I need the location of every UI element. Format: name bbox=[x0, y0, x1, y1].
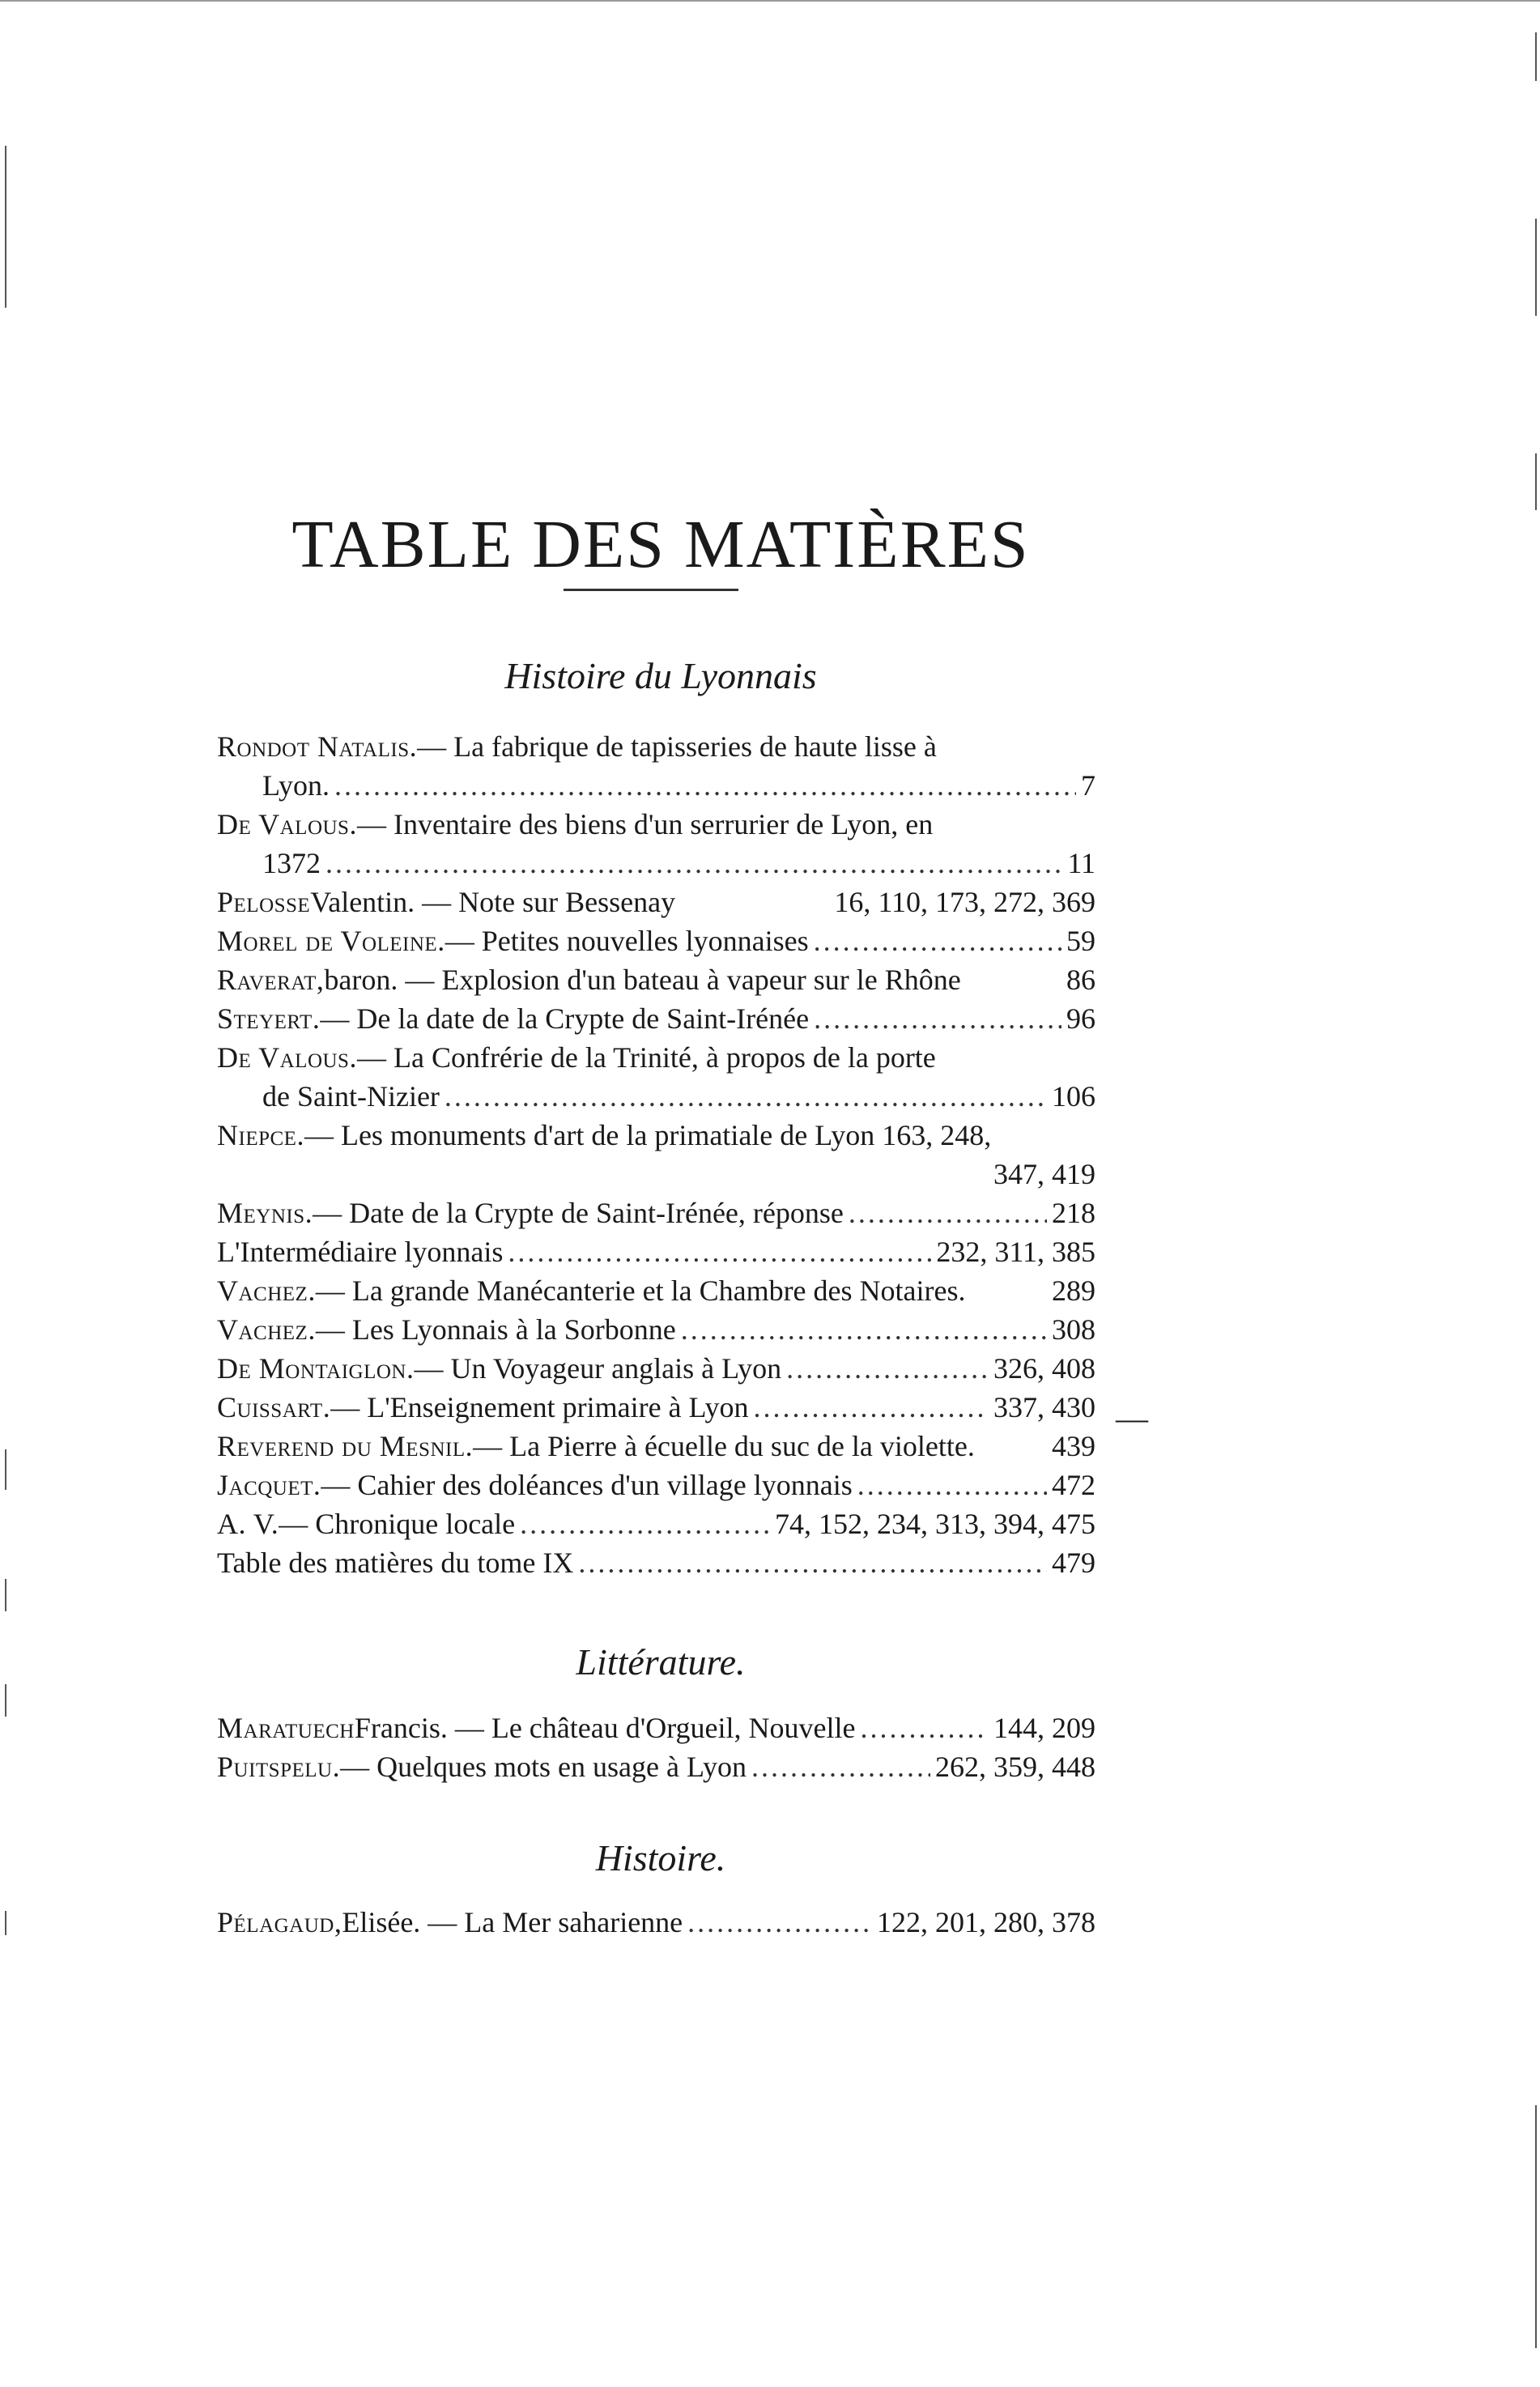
entry-pages: 59 bbox=[1066, 925, 1095, 957]
entry-pages: 232, 311, 385 bbox=[936, 1236, 1095, 1268]
entry-pages: 218 bbox=[1052, 1197, 1095, 1229]
entry-title: — Un Voyageur anglais à Lyon bbox=[414, 1352, 782, 1385]
entry-title: — Quelques mots en usage à Lyon bbox=[340, 1751, 747, 1783]
entry-pages: 96 bbox=[1066, 1002, 1095, 1035]
entry-pages: 337, 430 bbox=[993, 1391, 1095, 1423]
entry-title: — Petites nouvelles lyonnaises bbox=[445, 925, 809, 957]
scan-margin-mark bbox=[5, 1684, 6, 1717]
dot-leader bbox=[445, 1077, 1047, 1116]
entry-title: 1372 bbox=[262, 847, 321, 879]
scan-margin-mark bbox=[1535, 453, 1537, 510]
entry-title: — La Confrérie de la Trinité, à propos de la porte bbox=[356, 1041, 936, 1074]
section-heading-histoire-du-lyonnais: Histoire du Lyonnais bbox=[504, 655, 817, 696]
entry-pages: 16, 110, 173, 272, 369 bbox=[834, 886, 1095, 918]
entry-title: Table des matières du tome IX bbox=[217, 1547, 574, 1579]
entry-title: Elisée. — La Mer saharienne bbox=[342, 1906, 683, 1938]
entry-author: Morel de Voleine. bbox=[217, 925, 445, 957]
entry-author: De Valous. bbox=[217, 1041, 357, 1074]
entry-author: De Montaiglon. bbox=[217, 1352, 415, 1385]
toc-entry bbox=[217, 1310, 1095, 1349]
entry-author: Raverat, bbox=[217, 964, 325, 996]
entry-pages: 262, 359, 448 bbox=[935, 1751, 1095, 1783]
entry-title: — Les monuments d'art de la primatiale de Lyon 163, 248, bbox=[304, 1119, 992, 1151]
toc-entry bbox=[217, 1194, 1095, 1232]
toc-entry bbox=[217, 1038, 1095, 1116]
page-title: TABLE DES MATIÈRES bbox=[291, 507, 1030, 583]
page-top-edge bbox=[0, 0, 1540, 2]
scan-margin-mark bbox=[5, 1579, 6, 1611]
entry-pages: 439 bbox=[1052, 1430, 1095, 1462]
scan-margin-mark bbox=[5, 1449, 6, 1490]
dot-leader bbox=[861, 1708, 989, 1747]
dot-leader bbox=[849, 1194, 1047, 1232]
entry-author: Puitspelu. bbox=[217, 1751, 341, 1783]
toc-entry bbox=[217, 921, 1095, 960]
entry-pages: 122, 201, 280, 378 bbox=[877, 1906, 1095, 1938]
scan-margin-mark bbox=[1535, 32, 1537, 81]
toc-entry bbox=[217, 1708, 1095, 1747]
toc-list-histoire-du-lyonnais bbox=[217, 727, 1095, 1582]
dot-leader bbox=[687, 1903, 872, 1942]
toc-entry bbox=[217, 1747, 1095, 1786]
scan-margin-mark bbox=[1535, 219, 1537, 316]
entry-title: L'Intermédiaire lyonnais bbox=[217, 1236, 504, 1268]
entry-pages: 347, 419 bbox=[993, 1158, 1095, 1190]
entry-pages: 74, 152, 234, 313, 394, 475 bbox=[775, 1508, 1095, 1540]
entry-title: — L'Enseignement primaire à Lyon bbox=[330, 1391, 749, 1423]
scan-margin-mark bbox=[5, 146, 6, 308]
toc-list-histoire bbox=[217, 1903, 1095, 1942]
entry-author: Steyert. bbox=[217, 1002, 321, 1035]
toc-entry bbox=[217, 1388, 1095, 1427]
toc-entry bbox=[217, 1903, 1095, 1942]
dot-leader bbox=[578, 1543, 1047, 1582]
entry-author: Vachez. bbox=[217, 1313, 316, 1346]
entry-author: Pelosse bbox=[217, 886, 311, 918]
dot-leader bbox=[814, 921, 1061, 960]
toc-entry bbox=[217, 1116, 1095, 1194]
entry-author: De Valous. bbox=[217, 808, 357, 840]
scan-margin-mark bbox=[1535, 2105, 1537, 2348]
toc-entry bbox=[217, 1232, 1095, 1271]
dot-leader bbox=[754, 1388, 989, 1427]
toc-entry bbox=[217, 999, 1095, 1038]
section-heading-histoire: Histoire. bbox=[595, 1837, 726, 1879]
entry-pages: 11 bbox=[1067, 847, 1095, 879]
entry-author: Niepce. bbox=[217, 1119, 304, 1151]
entry-pages: 326, 408 bbox=[993, 1352, 1095, 1385]
entry-pages: 86 bbox=[1066, 964, 1095, 996]
scan-margin-mark bbox=[5, 1911, 6, 1935]
entry-title: — Chronique locale bbox=[279, 1508, 516, 1540]
entry-pages: 308 bbox=[1052, 1313, 1095, 1346]
margin-dash-mark: — bbox=[1116, 1400, 1148, 1436]
toc-entry bbox=[217, 1349, 1095, 1388]
entry-pages: 479 bbox=[1052, 1547, 1095, 1579]
dot-leader bbox=[681, 1310, 1047, 1349]
toc-list-litterature bbox=[217, 1708, 1095, 1786]
dot-leader bbox=[508, 1232, 931, 1271]
entry-title: — La grande Manécanterie et la Chambre des Notaires. bbox=[315, 1274, 966, 1307]
toc-entry bbox=[217, 727, 1095, 805]
entry-title: — Cahier des doléances d'un village lyonnais bbox=[321, 1469, 853, 1501]
dot-leader bbox=[751, 1747, 930, 1786]
toc-entry bbox=[217, 883, 1095, 921]
entry-title: — La Pierre à écuelle du suc de la violette. bbox=[473, 1430, 975, 1462]
dot-leader bbox=[334, 766, 1076, 805]
entry-title: — Date de la Crypte de Saint-Irénée, réponse bbox=[313, 1197, 844, 1229]
section-heading-litterature: Littérature. bbox=[576, 1641, 746, 1683]
dot-leader bbox=[520, 1504, 770, 1543]
toc-entry bbox=[217, 1466, 1095, 1504]
entry-pages: 7 bbox=[1081, 769, 1095, 802]
dot-leader bbox=[857, 1466, 1047, 1504]
entry-author: Cuissart. bbox=[217, 1391, 331, 1423]
entry-author: Reverend du Mesnil. bbox=[217, 1430, 474, 1462]
toc-entry bbox=[217, 1271, 1095, 1310]
toc-entry bbox=[217, 805, 1095, 883]
entry-pages: 289 bbox=[1052, 1274, 1095, 1307]
dot-leader bbox=[786, 1349, 989, 1388]
entry-title: Francis. — Le château d'Orgueil, Nouvelle bbox=[354, 1712, 856, 1744]
toc-entry bbox=[217, 1543, 1095, 1582]
title-rule bbox=[564, 589, 738, 591]
entry-author: A. V. bbox=[217, 1508, 279, 1540]
entry-author: Meynis. bbox=[217, 1197, 313, 1229]
toc-entry bbox=[217, 1504, 1095, 1543]
entry-author: Pélagaud, bbox=[217, 1906, 342, 1938]
entry-title: — La fabrique de tapisseries de haute lisse à bbox=[417, 730, 937, 763]
dot-leader bbox=[325, 844, 1062, 883]
entry-title: — Inventaire des biens d'un serrurier de Lyon, en bbox=[356, 808, 934, 840]
entry-title: baron. — Explosion d'un bateau à vapeur sur le Rhône bbox=[324, 964, 961, 996]
entry-title: — Les Lyonnais à la Sorbonne bbox=[315, 1313, 676, 1346]
entry-author: Maratuech bbox=[217, 1712, 355, 1744]
entry-title: Valentin. — Note sur Bessenay bbox=[310, 886, 676, 918]
entry-title: Lyon. bbox=[262, 769, 330, 802]
entry-pages: 472 bbox=[1052, 1469, 1095, 1501]
entry-pages: 144, 209 bbox=[993, 1712, 1095, 1744]
entry-pages: 106 bbox=[1052, 1080, 1095, 1113]
dot-leader bbox=[814, 999, 1061, 1038]
entry-author: Rondot Natalis. bbox=[217, 730, 418, 763]
entry-title: — De la date de la Crypte de Saint-Irénée bbox=[320, 1002, 810, 1035]
entry-author: Vachez. bbox=[217, 1274, 316, 1307]
toc-entry bbox=[217, 960, 1095, 999]
entry-title: de Saint-Nizier bbox=[262, 1080, 440, 1113]
entry-author: Jacquet. bbox=[217, 1469, 321, 1501]
toc-entry bbox=[217, 1427, 1095, 1466]
